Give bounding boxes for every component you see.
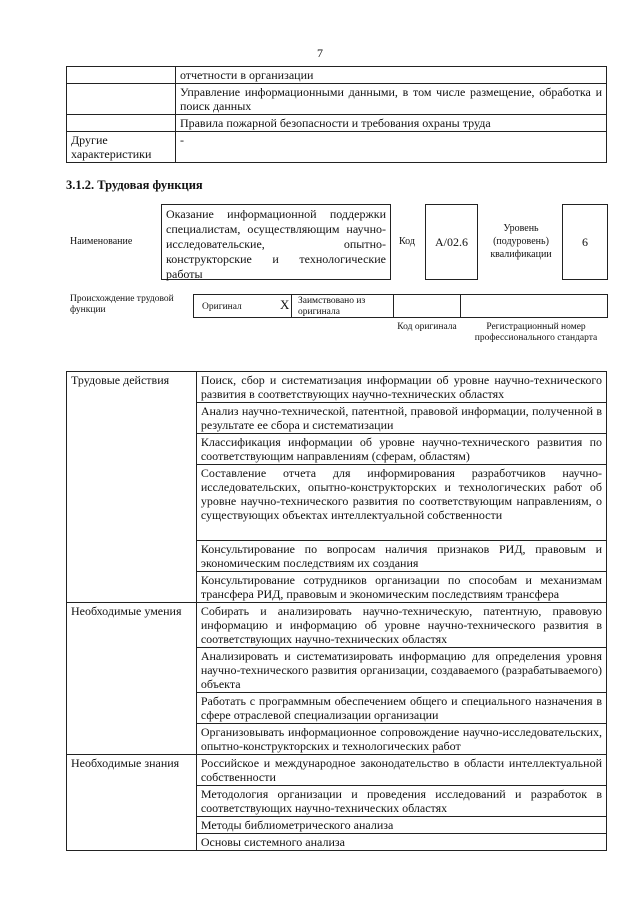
original-mark: X [280, 297, 290, 312]
table-cell: Консультирование по вопросам наличия признаков РИД, правовым и экономическим последствиям их создания [196, 541, 606, 572]
reg-caption: Регистрационный номер профессионального стандарта [474, 322, 598, 343]
section-heading: 3.1.2. Трудовая функция [66, 178, 203, 192]
table-cell: - [175, 132, 606, 163]
table-cell [67, 84, 176, 115]
table-row [67, 115, 607, 132]
table-cell: Работать с программным обеспечением общего и специального назначения в сфере отраслевой специализации организации [196, 693, 606, 724]
level-label: Уровень (подуровень) квалификации [490, 223, 552, 260]
top-table [66, 66, 607, 163]
level-value: 6 [562, 204, 608, 280]
table-cell: Управление информационными данными, в том числе размещение, обработка и поиск данных [175, 84, 606, 115]
original-code-box [393, 294, 461, 318]
name-label: Наименование [70, 236, 133, 247]
table-row [67, 372, 607, 403]
original-label: Оригинал [202, 302, 242, 312]
code-label: Код [399, 236, 415, 247]
main-table [66, 371, 607, 851]
table-row [67, 755, 607, 786]
original-box [193, 294, 292, 318]
table-row [67, 84, 607, 115]
table-cell: Собирать и анализировать научно-техническую, патентную, правовую информацию и информацию об уровне научно-технического развития в соответствующих научно-технических областях [196, 603, 606, 648]
table-cell: Анализировать и систематизировать информацию для определения уровня научно-технического развития организации, создаваемого (разрабатываемого) объекта [196, 648, 606, 693]
group-label: Необходимые умения [67, 603, 197, 755]
origin-label: Происхождение трудовой функции [70, 294, 174, 315]
table-row [67, 67, 607, 84]
table-cell [67, 115, 176, 132]
borrowed-label: Заимствовано из оригинала [298, 296, 366, 317]
code-caption: Код оригинала [397, 322, 457, 332]
table-cell: Составление отчета для информирования разработчиков научно-исследовательских, опытно-конструкторских и технологических работ об уровне научно-технического развития по соответствующим направлениям, о существующих объектах интеллектуальной собственности [196, 465, 606, 541]
table-row [67, 132, 607, 163]
table-cell: Поиск, сбор и систематизация информации об уровне научно-технического развития в соответствующих научно-технических областях [196, 372, 606, 403]
page-number: 7 [317, 46, 323, 60]
table-cell: Анализ научно-технической, патентной, правовой информации, полученной в результате ее сбора и систематизации [196, 403, 606, 434]
table-cell: Другие характеристики [67, 132, 176, 163]
table-cell: Методология организации и проведения исследований и разработок в соответствующих научно-технических областях [196, 786, 606, 817]
table-cell: Правила пожарной безопасности и требования охраны труда [175, 115, 606, 132]
group-label: Трудовые действия [67, 372, 197, 603]
function-name: Оказание информационной поддержки специалистам, осуществляющим научно-исследовательские, опытно-конструкторские и технологические работы [161, 204, 391, 280]
table-cell: отчетности в организации [175, 67, 606, 84]
table-cell: Классификация информации об уровне научно-технического развития по соответствующим направлениям (сферам, областям) [196, 434, 606, 465]
borrowed-box [291, 294, 394, 318]
function-code: А/02.6 [425, 204, 478, 280]
table-cell: Консультирование сотрудников организации по способам и механизмам трансфера РИД, правовым и экономическим последствиям трансфера [196, 572, 606, 603]
table-cell [67, 67, 176, 84]
table-cell: Российское и международное законодательство в области интеллектуальной собственности [196, 755, 606, 786]
table-cell: Методы библиометрического анализа [196, 817, 606, 834]
table-cell: Организовывать информационное сопровождение научно-исследовательских, опытно-конструкторских и технологических работ [196, 724, 606, 755]
table-row [67, 603, 607, 648]
reg-number-box [460, 294, 608, 318]
group-label: Необходимые знания [67, 755, 197, 851]
table-cell: Основы системного анализа [196, 834, 606, 851]
